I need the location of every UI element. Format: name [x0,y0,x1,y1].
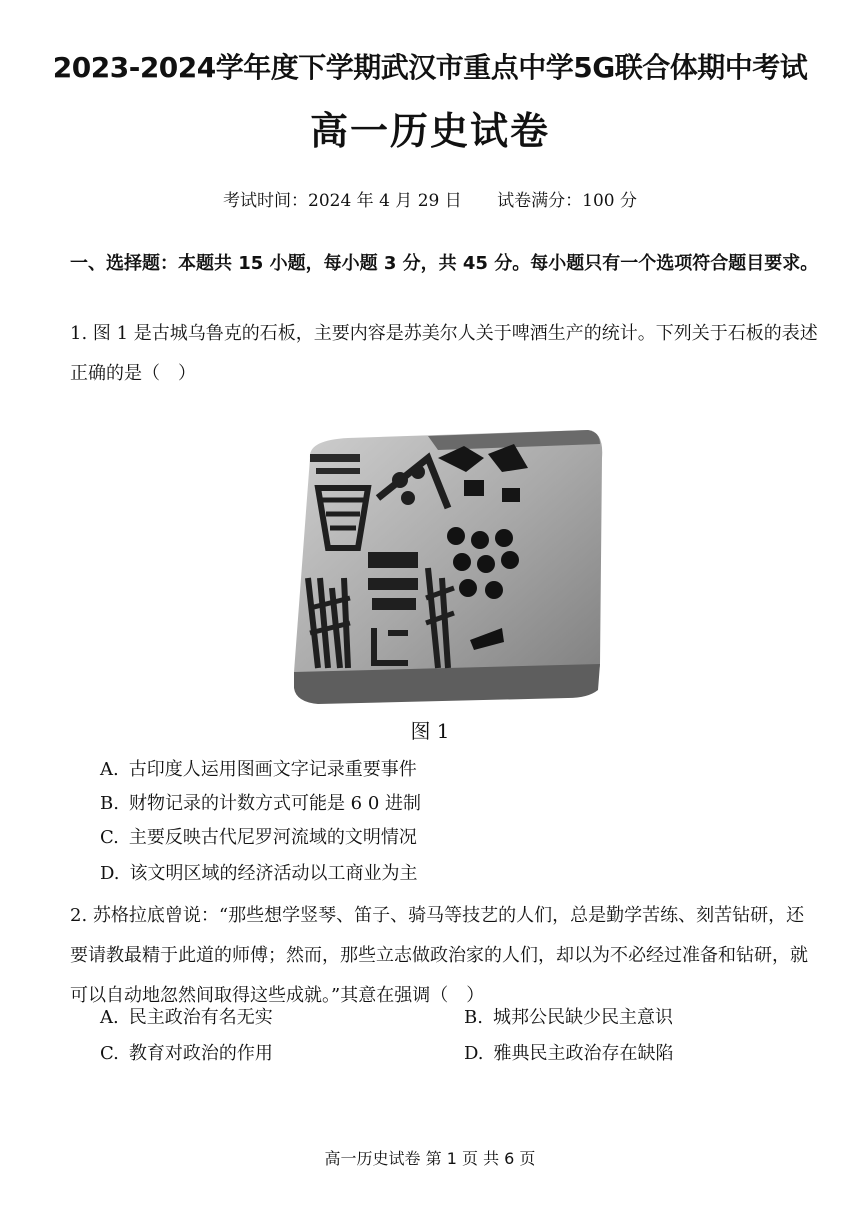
option-letter: A. [100,759,119,780]
q2-option-a [100,1006,273,1030]
option-text: 民主政治有名无实 [128,1007,273,1028]
option-text: 教育对政治的作用 [128,1043,273,1064]
option-letter: B. [464,1007,483,1028]
q2-option-b [464,1006,673,1030]
question-2-stem: 2. 苏格拉底曾说：“那些想学竖琴、笛子、骑马等技艺的人们，总是勤学苦练、刻苦钻研，还要请教最精于此道的师傅；然而，那些立志做政治家的人们，却以为不必经过准备和钻研，就可以自动地忽然间取得这些成就。”其意在强调（ ） [70,905,808,1006]
figure-1-caption: 图 1 [410,719,450,743]
exam-meta [0,186,860,211]
option-text: 雅典民主政治存在缺陷 [493,1043,674,1064]
option-text: 该文明区域的经济活动以工商业为主 [129,863,418,884]
option-letter: D. [464,1043,484,1064]
q2-option-c [100,1042,273,1066]
option-text: 主要反映古代尼罗河流域的文明情况 [128,827,417,848]
option-text: 财物记录的计数方式可能是 6 0 进制 [128,793,422,814]
q1-option-d [100,862,418,886]
option-text: 古印度人运用图画文字记录重要事件 [128,759,417,780]
clay-tablet-illustration [288,428,606,704]
q2-option-d [464,1042,674,1066]
exam-time: 考试时间：2024 年 4 月 29 日 [223,191,462,211]
q1-option-a [100,758,417,782]
q1-option-b [100,792,421,816]
question-1-stem: 1. 图 1 是古城乌鲁克的石板，主要内容是苏美尔人关于啤酒生产的统计。下列关于石板的表述正确的是（ ） [70,323,818,384]
option-letter: C. [100,827,119,848]
option-letter: C. [100,1043,119,1064]
option-text: 城邦公民缺少民主意识 [492,1007,673,1028]
clay-tablet-image [288,428,606,704]
exam-name: 2023-2024学年度下学期武汉市重点中学5G联合体期中考试 [52,51,808,84]
option-letter: D. [100,863,120,884]
section-heading: 一、选择题：本题共 15 小题，每小题 3 分，共 45 分。每小题只有一个选项符合题目要求。 [70,253,819,274]
full-score: 试卷满分：100 分 [497,191,637,211]
page-footer: 高一历史试卷 第 1 页 共 6 页 [324,1149,536,1168]
option-letter: B. [100,793,119,814]
paper-title: 高一历史试卷 [309,109,550,153]
option-letter: A. [100,1007,119,1028]
q1-option-c [100,826,417,850]
